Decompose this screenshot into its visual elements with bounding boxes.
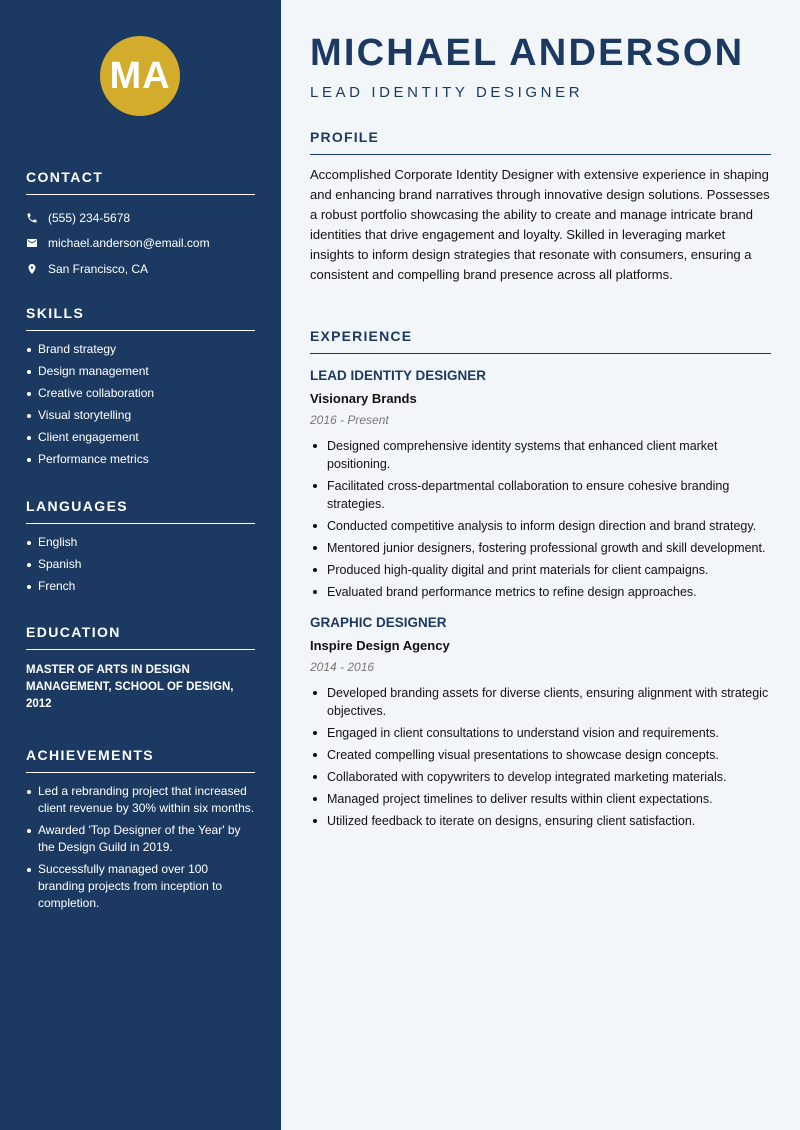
job-dates: 2016 - Present	[310, 413, 389, 427]
job-entry	[310, 615, 771, 830]
profile-heading: PROFILE	[310, 129, 380, 145]
experience-section	[310, 328, 771, 834]
skill-item: Brand strategy	[26, 341, 255, 358]
skills-section	[26, 305, 255, 473]
phone-icon	[26, 212, 38, 224]
job-bullet: Mentored junior designers, fostering professional growth and skill development.	[310, 539, 771, 557]
job-bullet: Managed project timelines to deliver results within client expectations.	[310, 790, 771, 808]
languages-divider	[26, 523, 255, 524]
job-entry	[310, 368, 771, 601]
profile-summary: Accomplished Corporate Identity Designer with extensive experience in shaping and enhancing brand narratives through innovative design solutions. Possesses a robust portfolio showcasing the ability to create and manage intricate brand identities that drive engagement and loyalty. Skilled in leveraging market insights to inform design strategies that resonate with consumers, ensuring a consistent and compelling brand presence across all platforms.	[310, 167, 770, 282]
education-degree: MASTER OF ARTS IN DESIGN MANAGEMENT, SCHOOL OF DESIGN, 2012	[26, 664, 234, 710]
skill-item: Visual storytelling	[26, 407, 255, 424]
job-dates: 2014 - 2016	[310, 660, 375, 674]
contact-phone-text: (555) 234-5678	[48, 210, 131, 225]
profile-section	[310, 129, 771, 285]
avatar: MA	[100, 36, 180, 116]
job-bullets	[310, 437, 771, 601]
skill-item: Client engagement	[26, 429, 255, 446]
education-section	[26, 624, 255, 713]
profile-divider	[310, 154, 771, 155]
education-heading: EDUCATION	[26, 624, 121, 640]
contact-item-phone	[26, 205, 255, 231]
language-item: English	[26, 534, 255, 551]
achievements-section	[26, 747, 255, 917]
skills-divider	[26, 330, 255, 331]
job-bullet: Designed comprehensive identity systems that enhanced client market positioning.	[310, 437, 771, 473]
languages-heading: LANGUAGES	[26, 498, 129, 514]
contact-section	[26, 169, 255, 282]
experience-divider	[310, 353, 771, 354]
contact-heading: CONTACT	[26, 169, 104, 185]
languages-list	[26, 534, 255, 595]
contact-divider	[26, 194, 255, 195]
contact-item-location	[26, 256, 255, 282]
job-bullet: Developed branding assets for diverse clients, ensuring alignment with strategic objectives.	[310, 684, 771, 720]
location-pin-icon	[26, 263, 38, 275]
skill-item: Creative collaboration	[26, 385, 255, 402]
language-item: French	[26, 578, 255, 595]
job-bullet: Produced high-quality digital and print materials for client campaigns.	[310, 561, 771, 579]
job-title: GRAPHIC DESIGNER	[310, 615, 447, 630]
skills-heading: SKILLS	[26, 305, 85, 321]
candidate-name: MICHAEL ANDERSON	[310, 32, 745, 74]
skills-list	[26, 341, 255, 468]
job-bullet: Evaluated brand performance metrics to refine design approaches.	[310, 583, 771, 601]
job-bullet: Utilized feedback to iterate on designs, ensuring client satisfaction.	[310, 812, 771, 830]
job-bullet: Created compelling visual presentations to showcase design concepts.	[310, 746, 771, 764]
language-item: Spanish	[26, 556, 255, 573]
job-bullet: Collaborated with copywriters to develop integrated marketing materials.	[310, 768, 771, 786]
contact-location-text: San Francisco, CA	[48, 261, 149, 276]
sidebar	[0, 0, 281, 1130]
education-divider	[26, 649, 255, 650]
contact-list	[26, 205, 255, 282]
skill-item: Design management	[26, 363, 255, 380]
candidate-title: LEAD IDENTITY DESIGNER	[310, 84, 584, 101]
achievements-heading: ACHIEVEMENTS	[26, 747, 155, 763]
job-bullet: Conducted competitive analysis to inform design direction and brand strategy.	[310, 517, 771, 535]
achievement-item: Successfully managed over 100 branding projects from inception to completion.	[26, 861, 255, 912]
job-bullet: Facilitated cross-departmental collaboration to ensure cohesive branding strategies.	[310, 477, 771, 513]
contact-email-text: michael.anderson@email.com	[48, 236, 210, 251]
languages-section	[26, 498, 255, 600]
achievements-list	[26, 783, 255, 912]
contact-item-email	[26, 231, 255, 257]
job-company: Visionary Brands	[310, 391, 417, 406]
job-bullets	[310, 684, 771, 830]
achievement-item: Awarded 'Top Designer of the Year' by the Design Guild in 2019.	[26, 822, 255, 856]
job-title: LEAD IDENTITY DESIGNER	[310, 368, 487, 383]
achievement-item: Led a rebranding project that increased client revenue by 30% within six months.	[26, 783, 255, 817]
job-bullet: Engaged in client consultations to understand vision and requirements.	[310, 724, 771, 742]
achievements-divider	[26, 772, 255, 773]
skill-item: Performance metrics	[26, 451, 255, 468]
experience-heading: EXPERIENCE	[310, 328, 413, 344]
job-company: Inspire Design Agency	[310, 638, 450, 653]
email-icon	[26, 237, 38, 249]
